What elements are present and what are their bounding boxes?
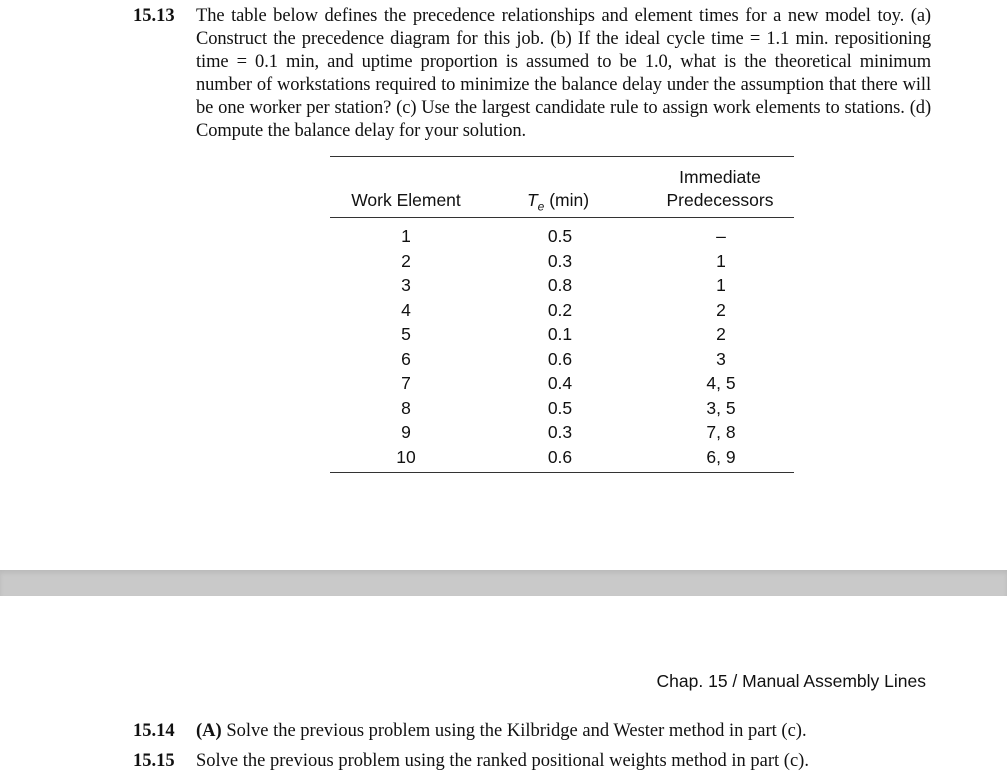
cell-predecessors: 1 [716,275,726,295]
cell-predecessors: 4, 5 [706,373,736,393]
header-pred-line2: Predecessors [666,190,774,210]
problem-text: Solve the previous problem using the ranked positional weights method in part (c). [196,751,809,771]
problem-text: Solve the previous problem using the Kilbridge and Wester method in part (c). [226,721,807,741]
cell-time: 0.5 [547,226,573,246]
cell-predecessors: 7, 8 [706,422,736,442]
cell-element: 6 [401,348,411,369]
te-unit: (min) [549,190,590,210]
cell-time: 0.6 [547,446,573,467]
cell-predecessors: 3, 5 [706,397,736,418]
cell-predecessors: 2 [716,324,726,344]
cell-time: 0.1 [547,324,573,344]
table-header-rule [330,217,794,218]
cell-time: 0.8 [547,275,573,295]
cell-element: 2 [401,250,411,271]
cell-element: 7 [401,373,411,393]
cell-element: 1 [401,226,411,246]
cell-predecessors: 3 [716,348,726,369]
problem-label: (A) [196,721,222,741]
page-separator [0,570,1007,596]
cell-predecessors: 2 [716,299,726,320]
problem-number: 15.15 [133,751,175,771]
table-top-rule [330,156,794,157]
header-predecessors [646,166,794,212]
cell-time: 0.5 [547,397,573,418]
cell-predecessors: 1 [716,250,726,271]
cell-time: 0.4 [547,373,573,393]
header-pred-line1: Immediate [679,167,761,187]
header-work-element: Work Element [351,190,461,210]
cell-element: 4 [401,299,411,320]
problem-text-wrap [196,720,807,743]
te-subscript: e [537,199,545,214]
cell-time: 0.3 [547,422,573,442]
running-header: Chap. 15 / Manual Assembly Lines [656,671,926,691]
cell-time: 0.3 [547,250,573,271]
table-bottom-rule [330,472,794,473]
cell-element: 10 [396,446,416,467]
cell-time: 0.2 [547,299,573,320]
cell-element: 8 [401,397,411,418]
cell-element: 3 [401,275,411,295]
problem-number: 15.14 [133,721,175,741]
cell-predecessors: – [716,226,726,246]
te-symbol: T [526,190,538,210]
cell-element: 5 [401,324,411,344]
problem-number: 15.13 [133,6,175,26]
cell-predecessors: 6, 9 [706,446,736,467]
problem-text: The table below defines the precedence relationships and element times for a new model toy. (a) Construct the precedence diagram for this job. (b) If the ideal cycle time = 1.1 min. repositioning time = 0.1 min, and uptime proportion is assumed to be 1.0, what is the theoretical minimum number of workstations required to minimize the balance delay under the assumption that there will be one worker per station? (c) Use the largest candidate rule to assign work elements to stations. (d) Compute the balance delay for your solution. [196,6,931,141]
cell-time: 0.6 [547,348,573,369]
header-element-time [498,189,618,219]
cell-element: 9 [401,422,411,442]
